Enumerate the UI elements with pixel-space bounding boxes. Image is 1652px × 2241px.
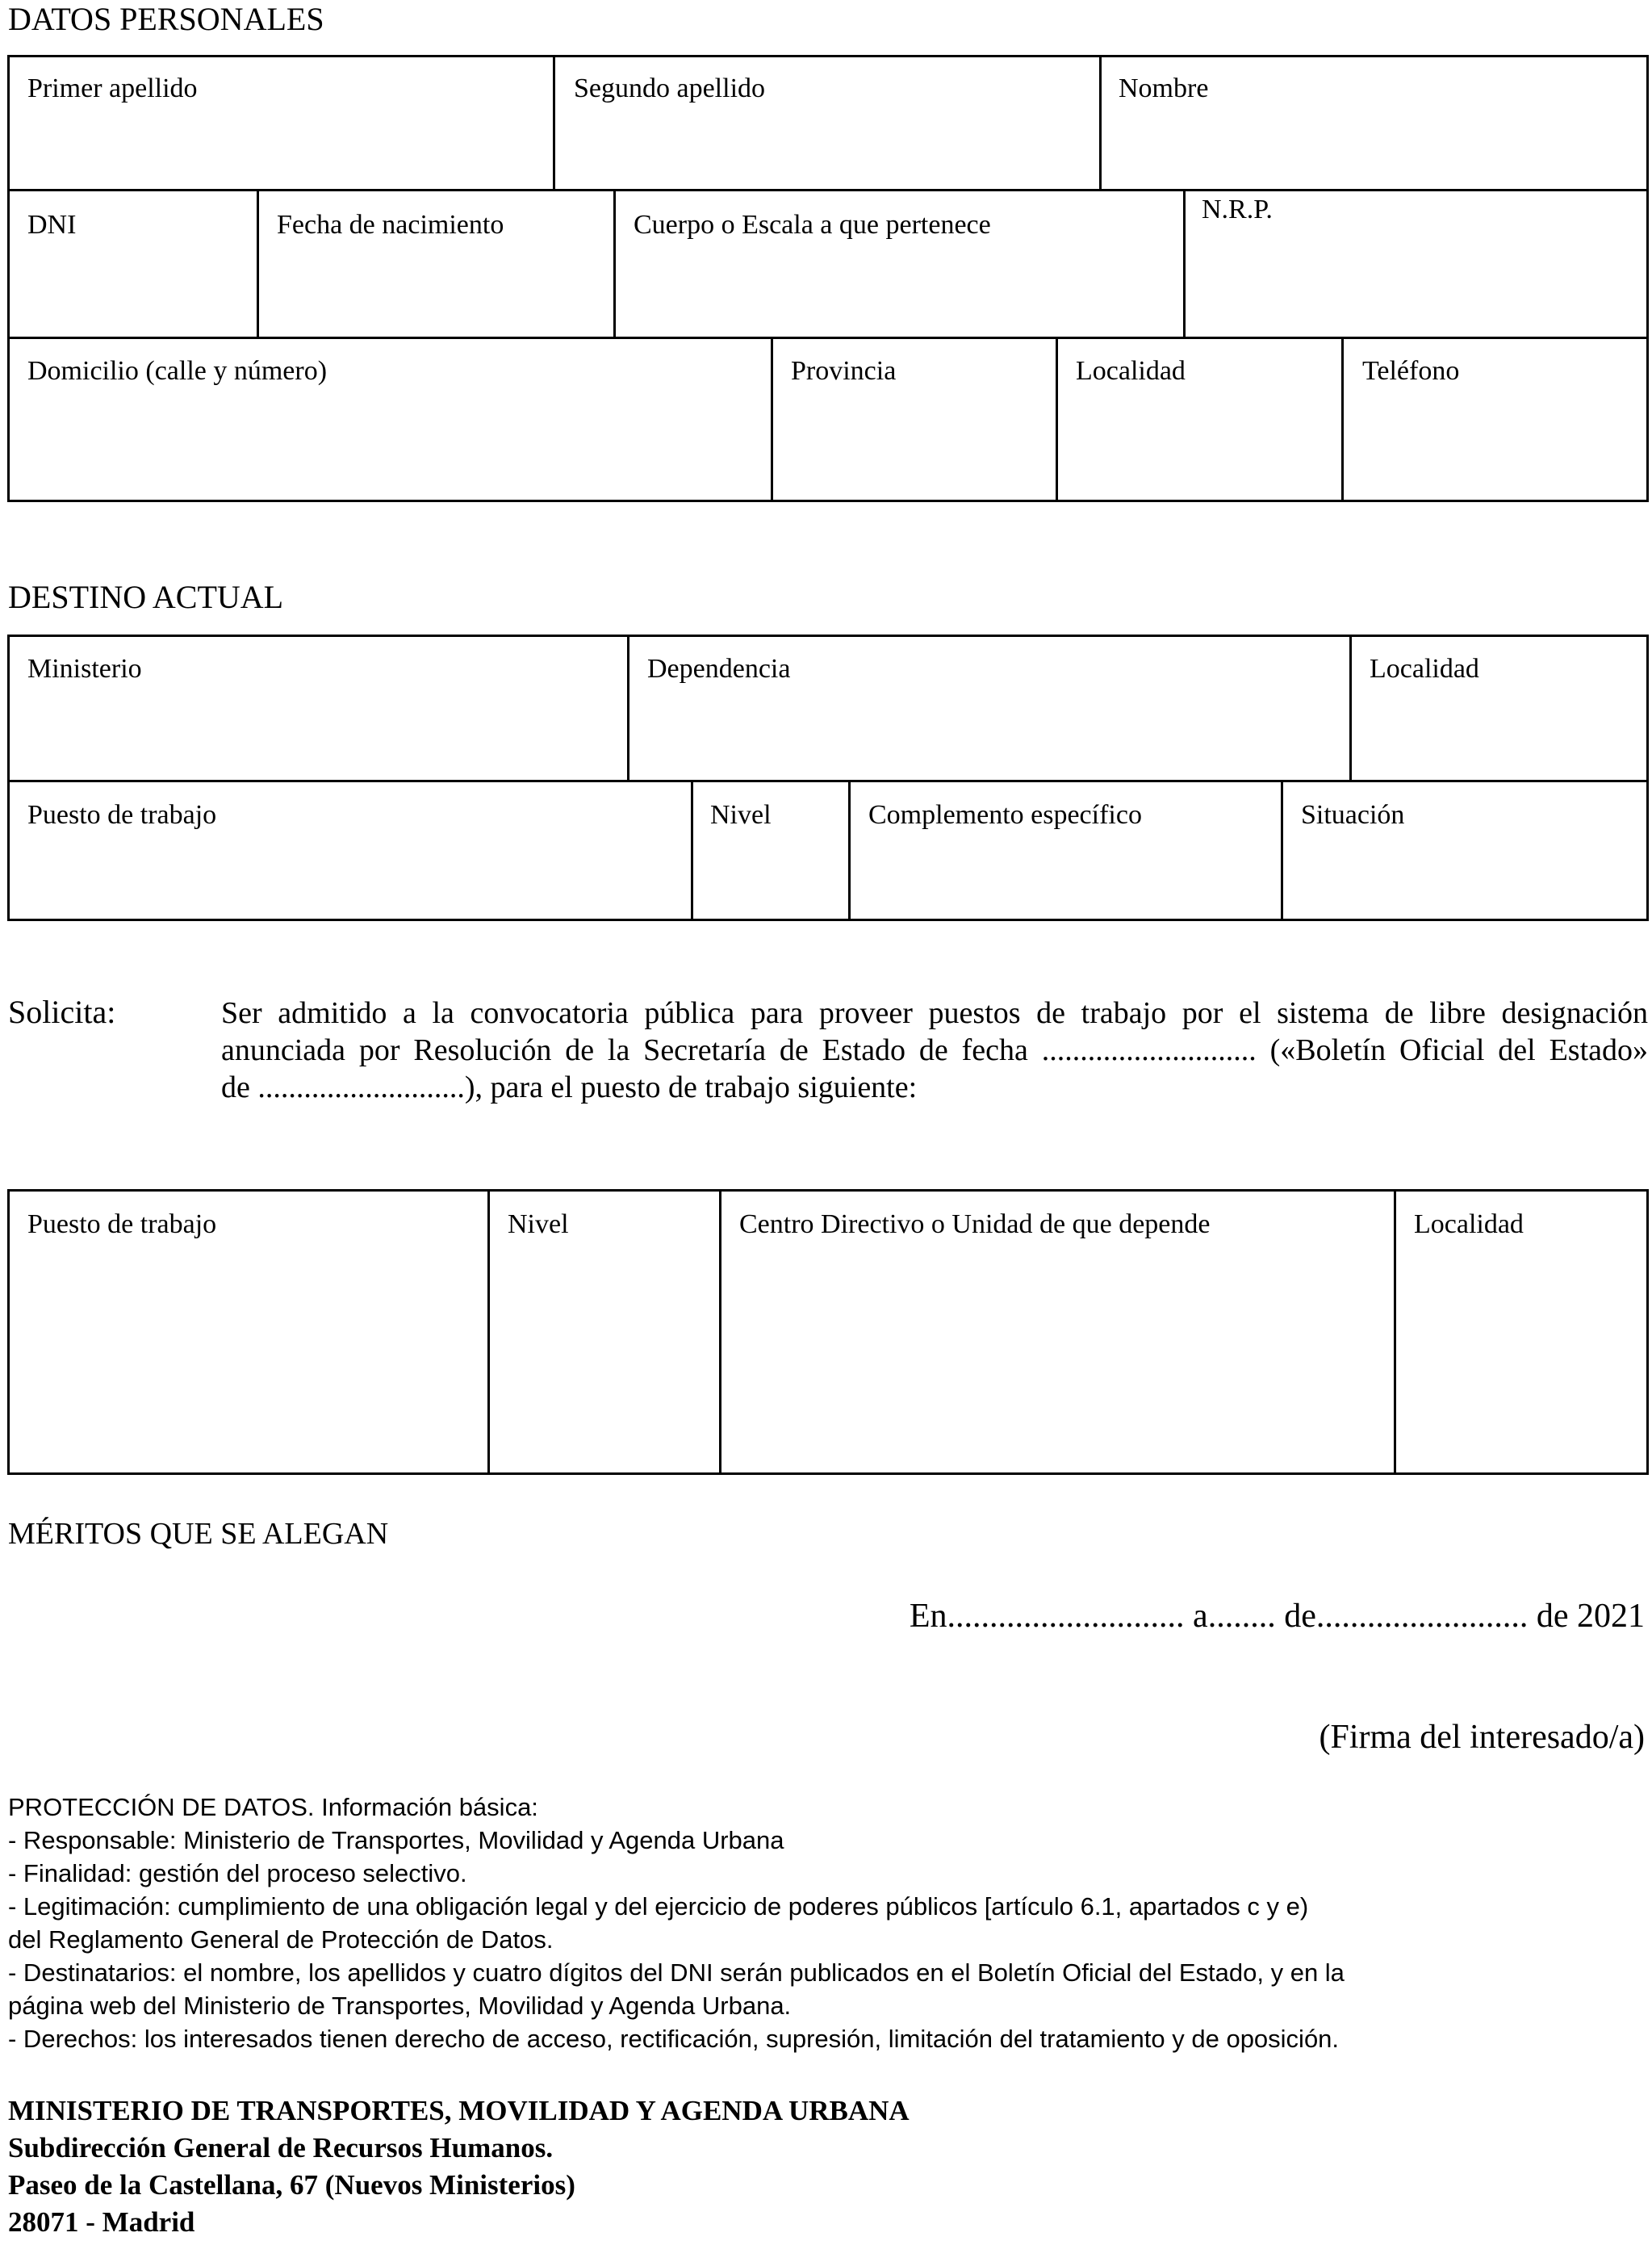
solicita-line: Ser admitido a la convocatoria pública para proveer puestos de trabajo por el sistema de libre designación (221, 996, 1648, 1030)
field-label-telefono: Teléfono (1362, 356, 1460, 386)
ministry-address-block (8, 2092, 910, 2241)
field-label-nombre: Nombre (1119, 73, 1209, 103)
data-protection-notice (8, 1791, 1345, 2055)
solicita-line: de ...........................), para el puesto de trabajo siguiente: (221, 1070, 918, 1104)
field-label-dependencia: Dependencia (647, 654, 791, 684)
column-divider (848, 780, 851, 921)
row-divider (7, 780, 1649, 782)
data-protection-heading: PROTECCIÓN DE DATOS. Información básica: (8, 1793, 538, 1821)
column-divider (627, 635, 629, 781)
solicita-paragraph (221, 995, 1648, 1106)
field-label-localidad: Localidad (1076, 356, 1186, 386)
column-divider (1394, 1189, 1396, 1475)
column-divider (1349, 635, 1352, 781)
field-label-puesto-trabajo: Puesto de trabajo (27, 800, 217, 830)
ministry-name: MINISTERIO DE TRANSPORTES, MOVILIDAD Y AGENDA URBANA (8, 2095, 910, 2126)
solicita-label: Solicita: (8, 994, 116, 1030)
column-divider (613, 189, 616, 338)
ministry-postal-city: 28071 - Madrid (8, 2206, 195, 2238)
field-label-nivel: Nivel (710, 800, 772, 830)
row-divider (7, 337, 1649, 339)
row-divider (7, 189, 1649, 191)
data-protection-line: del Reglamento General de Protección de Datos. (8, 1925, 554, 1954)
field-label-localidad-solicitada: Localidad (1414, 1209, 1524, 1239)
field-label-fecha-nacimiento: Fecha de nacimiento (277, 210, 504, 240)
field-label-primer-apellido: Primer apellido (27, 73, 198, 103)
column-divider (771, 337, 773, 502)
column-divider (691, 780, 693, 921)
field-label-complemento-especifico: Complemento específico (868, 800, 1142, 830)
column-divider (1056, 337, 1058, 502)
field-label-situacion: Situación (1301, 800, 1405, 830)
column-divider (1183, 189, 1186, 338)
field-label-segundo-apellido: Segundo apellido (574, 73, 766, 103)
column-divider (487, 1189, 490, 1475)
field-label-provincia: Provincia (791, 356, 897, 386)
place-date-line: En............................ a........ de......................... de 2021 (909, 1598, 1645, 1635)
field-label-ministerio: Ministerio (27, 654, 142, 684)
field-label-cuerpo-escala: Cuerpo o Escala a que pertenece (634, 210, 991, 240)
column-divider (257, 189, 259, 338)
section-heading-datos-personales: DATOS PERSONALES (8, 1, 324, 37)
data-protection-line: página web del Ministerio de Transportes, Movilidad y Agenda Urbana. (8, 1992, 792, 2020)
section-heading-meritos: MÉRITOS QUE SE ALEGAN (8, 1517, 389, 1551)
solicita-line: anunciada por Resolución de la Secretaría de Estado de fecha ............................ («Boletín Oficial del Estado» (221, 1033, 1648, 1067)
column-divider (1281, 780, 1283, 921)
signature-label: (Firma del interesado/a) (1319, 1719, 1645, 1756)
data-protection-line: - Finalidad: gestión del proceso selectivo. (8, 1859, 467, 1887)
column-divider (553, 55, 555, 191)
ministry-street-address: Paseo de la Castellana, 67 (Nuevos Ministerios) (8, 2169, 575, 2201)
section-heading-destino-actual: DESTINO ACTUAL (8, 579, 284, 615)
field-label-nrp: N.R.P. (1202, 195, 1273, 224)
field-label-nivel-solicitado: Nivel (508, 1209, 569, 1239)
column-divider (1099, 55, 1102, 191)
personal-data-table (7, 55, 1649, 502)
field-label-dni: DNI (27, 210, 77, 240)
field-label-centro-directivo: Centro Directivo o Unidad de que depende (739, 1209, 1211, 1239)
data-protection-line: - Responsable: Ministerio de Transportes, Movilidad y Agenda Urbana (8, 1826, 784, 1854)
field-label-puesto-solicitado: Puesto de trabajo (27, 1209, 217, 1239)
column-divider (719, 1189, 721, 1475)
ministry-subdirectorate: Subdirección General de Recursos Humanos. (8, 2132, 554, 2164)
data-protection-line: - Destinatarios: el nombre, los apellidos y cuatro dígitos del DNI serán publicados en el Boletín Oficial del Estado, y en la (8, 1958, 1345, 1987)
field-label-domicilio: Domicilio (calle y número) (27, 356, 328, 386)
data-protection-line: - Legitimación: cumplimiento de una obligación legal y del ejercicio de poderes públicos [artículo 6.1, apartados c y e) (8, 1892, 1309, 1921)
field-label-localidad-destino: Localidad (1370, 654, 1479, 684)
column-divider (1341, 337, 1344, 502)
data-protection-line: - Derechos: los interesados tienen derecho de acceso, rectificación, supresión, limitación del tratamiento y de oposición. (8, 2025, 1340, 2053)
